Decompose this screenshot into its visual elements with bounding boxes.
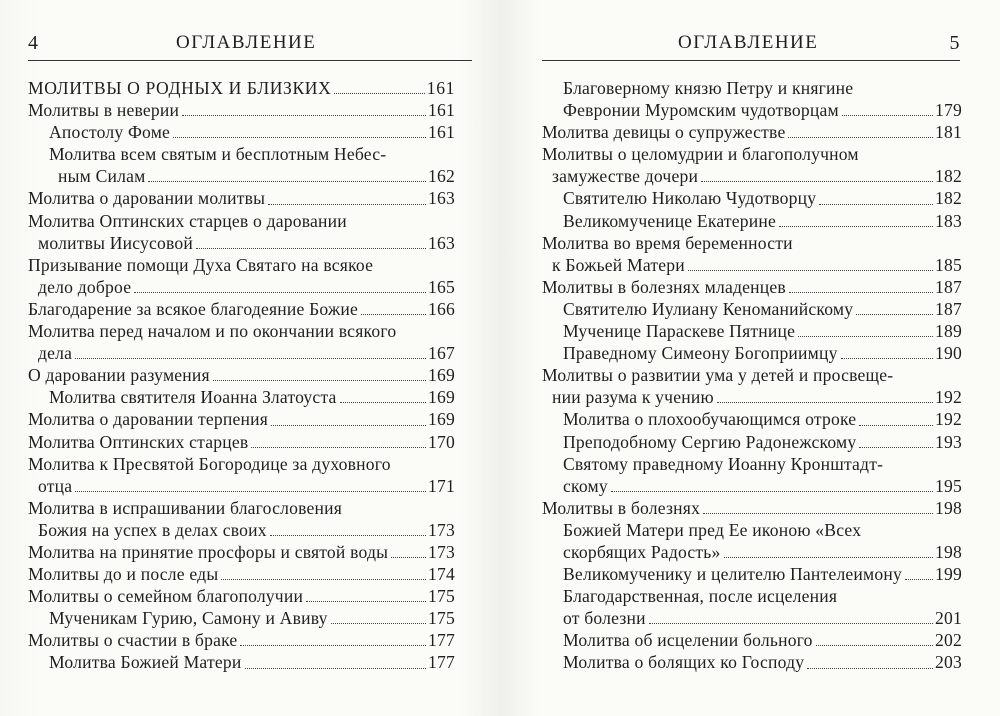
toc-entry[interactable]: Молитва о даровании молитвы 163 [28, 188, 455, 209]
toc-entry[interactable]: Молитвы в неверии 161 [28, 100, 455, 121]
toc-entry[interactable]: Великомученику и целителю Пантелеимону 199 [563, 564, 962, 585]
toc-entry[interactable]: Благодарственная, после исцеления [563, 586, 838, 607]
toc-entry[interactable]: молитвы Иисусовой 163 [38, 232, 455, 253]
running-title: ОГЛАВЛЕНИЕ [176, 32, 317, 53]
page-number: 4 [28, 32, 39, 54]
toc-entry[interactable]: Молитвы о целомудрии и благополучном [542, 144, 859, 165]
toc-entry[interactable]: Молитва в испрашивании благословения [28, 497, 343, 518]
toc-entry[interactable]: скорбящих Радость» 198 [563, 541, 962, 562]
toc-entry[interactable]: Молитвы о семейном благополучии 175 [28, 586, 455, 607]
running-title: ОГЛАВЛЕНИЕ [678, 32, 819, 53]
toc-entry[interactable]: замужестве дочери 182 [552, 166, 962, 187]
toc-entry[interactable]: Молитва на принятие просфоры и святой воды 173 [28, 541, 455, 562]
toc-entry[interactable]: Молитва к Пресвятой Богородице за духовного [28, 453, 391, 474]
toc-entry[interactable]: от болезни 201 [563, 608, 962, 629]
toc-entry[interactable]: Божией Матери пред Ее иконою «Всех [563, 519, 862, 540]
toc-entry[interactable]: Великомученице Екатерине 183 [563, 210, 962, 231]
table-of-contents-right [542, 77, 962, 674]
toc-entry[interactable]: Молитва перед началом и по окончании всякого [28, 321, 397, 342]
toc-entry[interactable]: Молитва во время беременности [542, 232, 793, 253]
toc-entry[interactable]: Молитва Оптинских старцев 170 [28, 431, 455, 452]
toc-entry[interactable]: отца 171 [38, 475, 455, 496]
toc-entry[interactable]: Молитва о даровании терпения 169 [28, 409, 455, 430]
left-page-header [28, 30, 472, 61]
toc-entry[interactable]: Молитва о болящих ко Господу 203 [563, 652, 962, 673]
toc-entry[interactable]: О даровании разумения 169 [28, 365, 455, 386]
toc-entry[interactable]: Святому праведному Иоанну Кронштадт- [563, 453, 884, 474]
toc-entry[interactable]: Преподобному Сергию Радонежскому 193 [563, 431, 962, 452]
toc-entry[interactable]: Мученице Параскеве Пятнице 189 [563, 321, 962, 342]
toc-entry[interactable]: Мученикам Гурию, Самону и Авиву 175 [49, 608, 455, 629]
toc-entry[interactable]: Молитва Оптинских старцев о даровании [28, 210, 347, 231]
toc-entry[interactable]: МОЛИТВЫ О РОДНЫХ И БЛИЗКИХ 161 [28, 78, 455, 98]
toc-entry[interactable]: к Божьей Матери 185 [552, 254, 962, 275]
toc-entry[interactable]: Молитвы в болезнях 198 [542, 497, 962, 518]
toc-entry[interactable]: ным Силам 162 [58, 166, 455, 187]
toc-entry[interactable]: нии разума к учению 192 [552, 387, 962, 408]
toc-entry[interactable]: Молитва о плохообучающимся отроке 192 [563, 409, 962, 430]
toc-entry[interactable]: Призывание помощи Духа Святаго на всякое [28, 254, 374, 275]
toc-entry[interactable]: Молитва Божией Матери 177 [49, 652, 455, 673]
toc-entry[interactable]: дела 167 [38, 343, 455, 364]
toc-entry[interactable]: Праведному Симеону Богоприимцу 190 [563, 343, 962, 364]
table-of-contents-left [28, 77, 455, 674]
toc-entry[interactable]: Божия на успех в делах своих 173 [38, 519, 455, 540]
toc-entry[interactable]: скому 195 [563, 475, 962, 496]
toc-entry[interactable]: Молитвы до и после еды 174 [28, 564, 455, 585]
toc-entry[interactable]: Святителю Иулиану Кеноманийскому 187 [563, 298, 962, 319]
toc-entry[interactable]: Молитва об исцелении больного 202 [563, 630, 962, 651]
right-page [500, 0, 1000, 716]
toc-entry[interactable]: Благодарение за всякое благодеяние Божие 166 [28, 298, 455, 319]
toc-entry[interactable]: Благоверному князю Петру и княгине [563, 78, 854, 98]
page-number: 5 [949, 32, 960, 54]
toc-entry[interactable]: Молитвы о счастии в браке 177 [28, 630, 455, 651]
toc-entry[interactable]: дело доброе 165 [38, 276, 455, 297]
toc-entry[interactable]: Молитва всем святым и бесплотным Небес- [49, 144, 387, 165]
toc-entry[interactable]: Молитвы в болезнях младенцев 187 [542, 276, 962, 297]
toc-entry[interactable]: Апостолу Фоме 161 [49, 122, 455, 143]
toc-entry[interactable]: Февронии Муромским чудотворцам 179 [563, 100, 962, 121]
toc-entry[interactable]: Молитва святителя Иоанна Златоуста 169 [49, 387, 455, 408]
toc-entry[interactable]: Молитва девицы о супружестве 181 [542, 122, 962, 143]
right-page-header [542, 30, 960, 61]
toc-entry[interactable]: Молитвы о развитии ума у детей и просвеще- [542, 365, 894, 386]
toc-entry[interactable]: Святителю Николаю Чудотворцу 182 [563, 188, 962, 209]
